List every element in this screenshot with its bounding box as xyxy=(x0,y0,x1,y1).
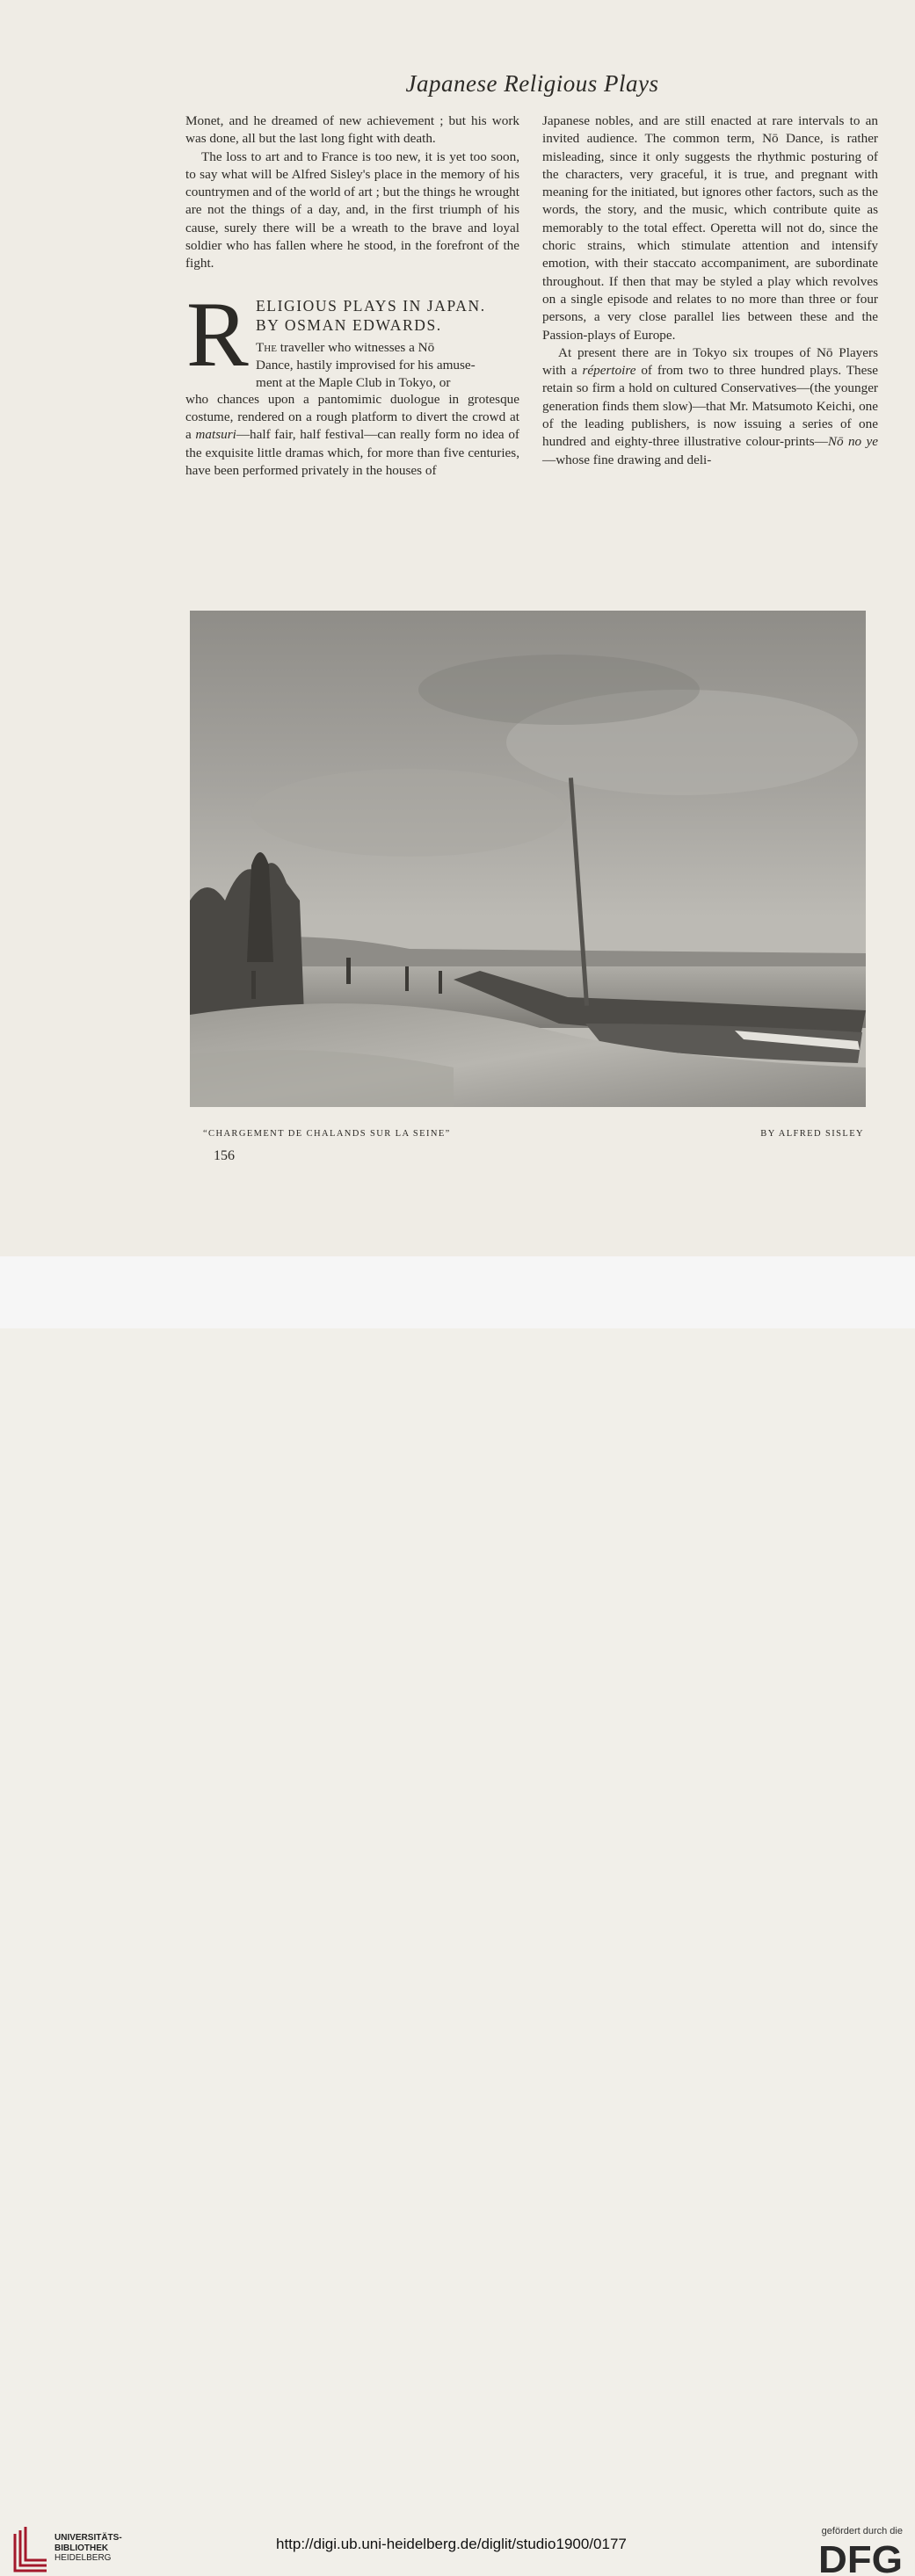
article-title: ELIGIOUS PLAYS IN JAPAN. xyxy=(256,296,486,315)
dfg-logo xyxy=(818,2541,903,2576)
library-name-line2: BIBLIOTHEK xyxy=(54,2543,109,2553)
figure-caption-credit: BY ALFRED SISLEY xyxy=(760,1129,864,1139)
page-number: 156 xyxy=(214,1148,235,1163)
library-name xyxy=(54,2533,122,2564)
paragraph-sisley: The loss to art and to France is too new, it is yet too soon, to say what will be Alfred Sisley's place in the memory of his countrymen and of the world of art ; but the things he wrought are not the things of a day, and, in the first triumph of his cause, surely there will be a wreath to the brave and loyal soldier who has fallen where he stood, in the forefront of the fight. xyxy=(185,148,519,271)
noh-intro-text-b: —half fair, half festival—can really form no idea of the exquisite little dramas which, for more than five centuries, have been performed privately in the houses of xyxy=(185,427,519,478)
figure-caption-title: “CHARGEMENT DE CHALANDS SUR LA SEINE” xyxy=(203,1129,451,1139)
lead-word: The xyxy=(256,339,277,355)
paragraph-monet: Monet, and he dreamed of new achievement ; but his work was done, all but the last long fight with death. xyxy=(185,113,519,147)
troupes-text-a: At present there are in Tokyo six troupes of Nō Players with a xyxy=(542,344,878,379)
running-head: Japanese Religious Plays xyxy=(405,70,659,97)
paragraph-japanese-nobles: Japanese nobles, and are still enacted at rare intervals to an invited audience. The common term, Nō Dance, is rather misleading, since it only suggests the rhythmic posturing of the characters, very graceful, it is true, and pregnant with meaning for the initiated, but ignores other factors, such as the words, the story, and the music, which contribute quite as memorably to the total effect. Operetta will not do, since the choric strains, which stimulate attention and intensify emotion, with their staccato accompaniment, are subordinate throughout. If then that may be styled a play which revolves on a single episode and relates to no more than three or four persons, a very close parallel lies between these and the Passion-plays of Europe. xyxy=(542,113,878,343)
library-name-line3: HEIDELBERG xyxy=(54,2553,112,2563)
drop-cap: R xyxy=(186,282,249,386)
section-heading-block xyxy=(185,282,519,391)
italic-no-no-ye: Nō no ye xyxy=(827,434,878,450)
drop-line-3: ment at the Maple Club in Tokyo, or xyxy=(256,375,451,391)
troupes-text-c: —whose fine drawing and deli- xyxy=(542,452,712,467)
permalink-url[interactable]: http://digi.ub.uni-heidelberg.de/diglit/studio1900/0177 xyxy=(276,2536,627,2552)
drop-cap-lines xyxy=(256,339,519,393)
paragraph-tokyo-troupes xyxy=(542,344,878,469)
digitization-footer xyxy=(0,1256,915,2576)
drop-line-1-text: traveller who witnesses a Nō xyxy=(276,339,435,355)
painting-reproduction xyxy=(190,611,866,1107)
scanned-page xyxy=(0,0,915,1256)
left-column xyxy=(185,112,519,480)
drop-line-2: Dance, hastily improvised for his amuse- xyxy=(256,357,476,373)
troupes-text-b: of from two to three hundred plays. These retain so firm a hold on cultured Conservatives—(the younger generation finds them slow)—that Mr. Matsumoto Keichi, one of the leading publishers, is now issuing a series of one hundred and eighty-three illustrative colour-prints— xyxy=(542,363,879,450)
italic-repertoire: répertoire xyxy=(582,363,636,379)
library-logo-icon xyxy=(11,2525,50,2576)
article-byline: BY OSMAN EDWARDS. xyxy=(256,315,442,334)
article-heading xyxy=(256,296,486,335)
library-name-line1: UNIVERSITÄTS- xyxy=(54,2533,122,2543)
dfg-logo-text: DFG xyxy=(818,2541,903,2576)
italic-matsuri: matsuri xyxy=(195,427,236,443)
right-column xyxy=(542,112,878,469)
sponsor-label: gefördert durch die xyxy=(821,2526,903,2536)
paragraph-noh-intro xyxy=(185,391,519,480)
noh-intro-text-a: who chances upon a pantomimic duologue in grotesque costume, rendered on a rough platform to divert the crowd at a xyxy=(185,391,519,443)
drop-line-1 xyxy=(256,339,519,357)
